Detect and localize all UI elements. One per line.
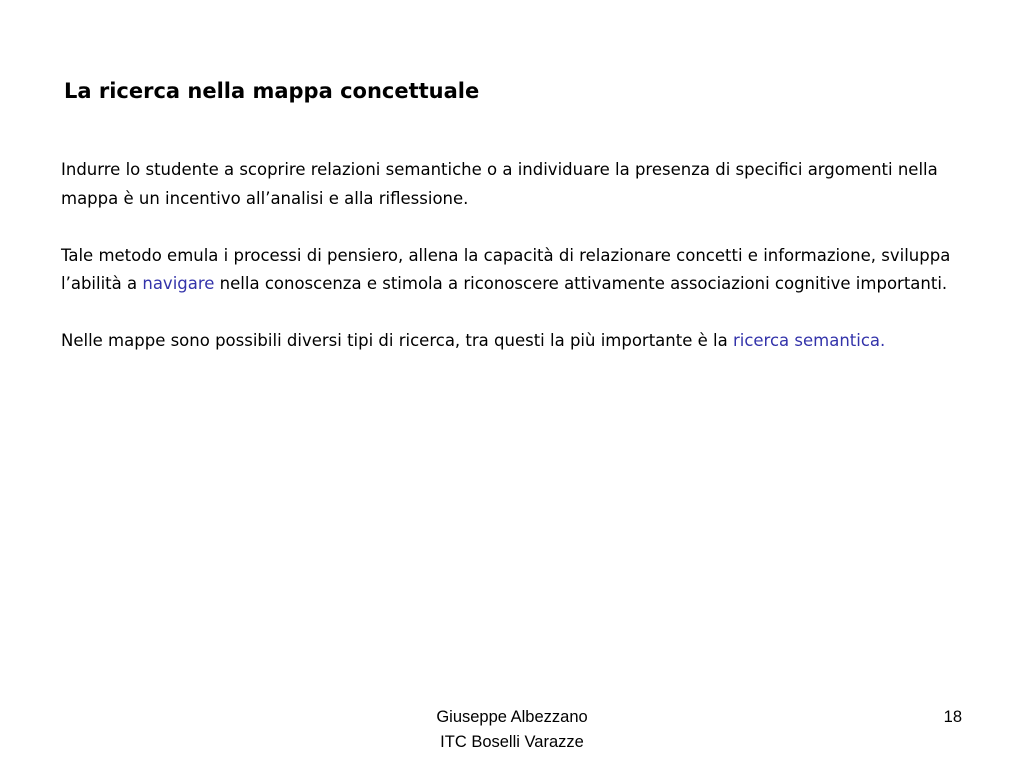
paragraph-search-types-text: Nelle mappe sono possibili diversi tipi di ricerca, tra questi la più importante è la	[61, 331, 733, 350]
page-number: 18	[943, 708, 962, 726]
paragraph-intro: Indurre lo studente a scoprire relazioni semantiche o a individuare la presenza di specifici argomenti nella mappa è un incentivo all’analisi e alla riflessione.	[61, 160, 938, 208]
paragraph-method-text-start: Tale metodo emula i processi di pensiero, allena la capacità di relazionare concetti e informazione, sviluppa l’abilità a	[61, 245, 951, 293]
navigare-link[interactable]: navigare	[142, 274, 215, 293]
paragraph-method	[61, 242, 961, 299]
paragraph-method-text-end: nella conoscenza e stimola a riconoscere attivamente associazioni cognitive importanti.	[214, 274, 948, 293]
ricerca-semantica-link[interactable]: ricerca semantica.	[732, 331, 886, 350]
slide-title: La ricerca nella mappa concettuale	[64, 79, 480, 103]
footer-school: ITC Boselli Varazze	[440, 733, 584, 751]
paragraph-search-types	[61, 327, 961, 356]
footer-author: Giuseppe Albezzano	[436, 708, 588, 726]
slide-body	[61, 156, 961, 384]
footer-credits	[412, 705, 612, 755]
